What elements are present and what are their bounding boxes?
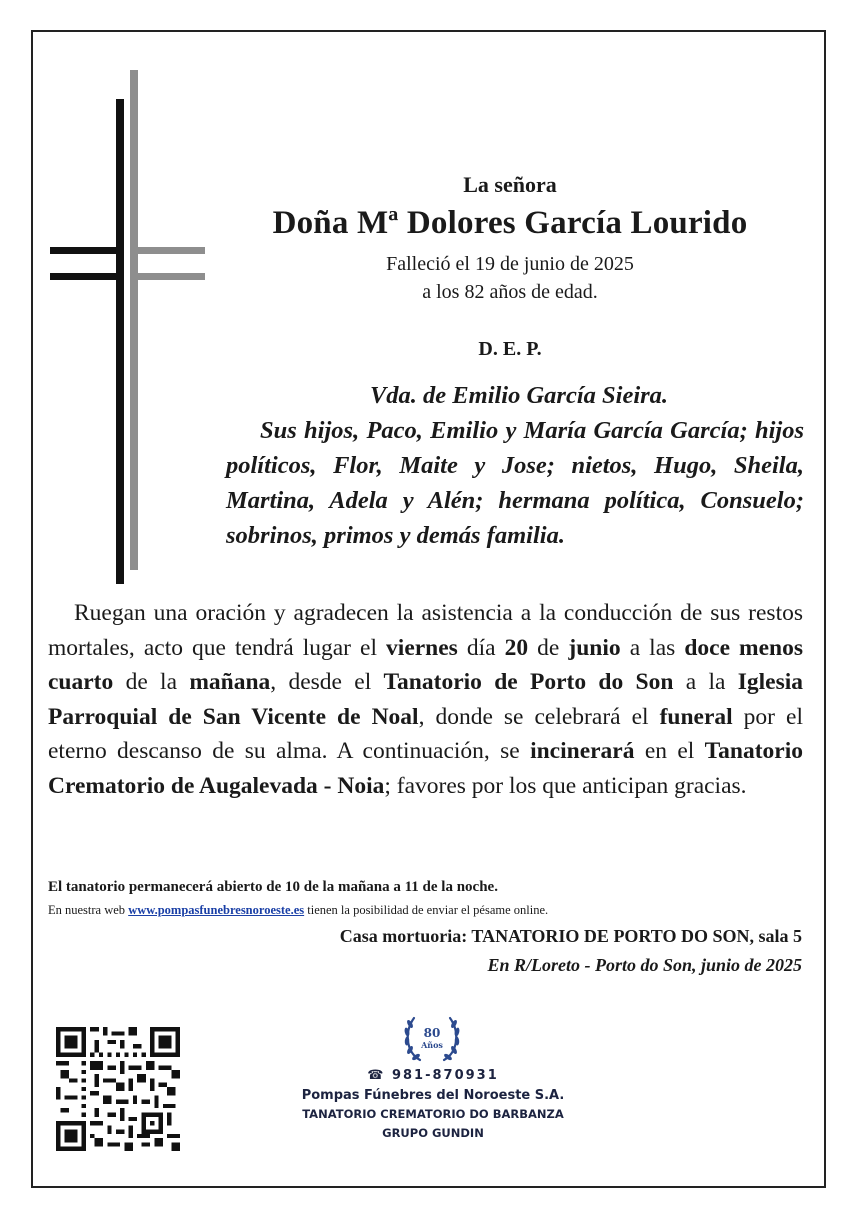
ceremony-funeral: funeral: [659, 703, 733, 730]
ceremony-date: 20: [504, 634, 529, 661]
cross-black-horizontal-bottom: [50, 273, 124, 280]
death-date: Falleció el 19 de junio de 2025: [386, 253, 634, 275]
ceremony-text: a las: [620, 634, 685, 661]
deceased-header: [210, 172, 810, 306]
opening-hours: El tanatorio permanecerá abierto de 10 de la mañana a 11 de la noche.: [48, 879, 498, 895]
ceremony-paragraph: [48, 596, 803, 804]
company-name: Pompas Fúnebres del Noroeste S.A.: [301, 1088, 565, 1103]
cross-black-horizontal-top: [50, 247, 124, 254]
ceremony-text: Ruegan una oración y agradecen la asistencia a la conducción de sus restos mortales, acto que tendrá lugar el: [48, 600, 803, 661]
ceremony-text: , desde el: [270, 669, 384, 696]
badge-text: Años: [421, 1040, 443, 1050]
ceremony-month: junio: [568, 634, 621, 661]
ceremony-time: doce menos cuarto: [48, 634, 804, 696]
group-name: GRUPO GUNDIN: [382, 1126, 484, 1140]
company-footer: [230, 1066, 636, 1143]
ceremony-text: , donde se celebrará el: [418, 703, 660, 730]
place-date: En R/Loreto - Porto do Son, junio de 2025: [487, 955, 802, 975]
death-details: [210, 250, 810, 306]
phone-line[interactable]: [230, 1066, 636, 1086]
ceremony-text: en el: [634, 738, 705, 765]
badge-number: 80: [423, 1026, 441, 1040]
family-members-text: Sus hijos, Paco, Emilio y María García García; hijos políticos, Flor, Maite y Jose; nietos, Hugo, Sheila, Martina, Adela y Alén; hermana política, Consuelo; sobrinos, primos y demás familia.: [226, 417, 804, 549]
ceremony-text: de la: [113, 669, 190, 696]
ceremony-text: día: [457, 634, 505, 661]
cross-black-vertical: [116, 99, 124, 584]
ceremony-period: mañana: [189, 669, 271, 696]
phone-icon: ☎: [367, 1068, 386, 1083]
death-age: a los 82 años de edad.: [422, 281, 598, 303]
ceremony-origin: Tanatorio de Porto do Son: [383, 669, 674, 696]
family-paragraph: [226, 378, 804, 553]
ceremony-crematorium: Tanatorio Crematorio de Augalevada - Noia: [48, 738, 804, 799]
qr-code-icon[interactable]: [56, 1027, 180, 1151]
cross-gray-vertical: [130, 70, 138, 570]
ceremony-day: viernes: [386, 634, 458, 661]
web-suffix: tienen la posibilidad de enviar el pésame online.: [304, 903, 549, 917]
widow-of-line: Vda. de Emilio García Sieira.: [369, 382, 669, 409]
cross-gray-horizontal-bottom: [130, 273, 205, 280]
funeral-home-location: Casa mortuoria: TANATORIO DE PORTO DO SON, sala 5: [339, 926, 802, 946]
ceremony-text: de: [528, 634, 569, 661]
ceremony-text: por el eterno descanso de su alma. A continuación, se: [48, 703, 803, 765]
web-condolence-line: [48, 903, 808, 918]
crematorium-name: TANATORIO CREMATORIO DO BARBANZA: [302, 1107, 564, 1121]
ceremony-cremation: incinerará: [530, 738, 635, 765]
cross-gray-horizontal-top: [130, 247, 205, 254]
intro-text: La señora: [463, 172, 557, 197]
ceremony-church: Iglesia Parroquial de San Vicente de Noal: [48, 669, 804, 730]
ceremony-text: ; favores por los que anticipan gracias.: [384, 772, 747, 799]
website-link[interactable]: www.pompasfunebresnoroeste.es: [128, 903, 305, 917]
anniversary-badge-icon: [400, 1010, 464, 1066]
phone-number: 981-870931: [391, 1068, 499, 1083]
dep-text: D. E. P.: [478, 338, 542, 360]
deceased-name: Doña Mª Dolores García Lourido: [272, 205, 748, 241]
web-prefix: En nuestra web: [48, 903, 129, 917]
ceremony-text: a la: [673, 669, 738, 696]
